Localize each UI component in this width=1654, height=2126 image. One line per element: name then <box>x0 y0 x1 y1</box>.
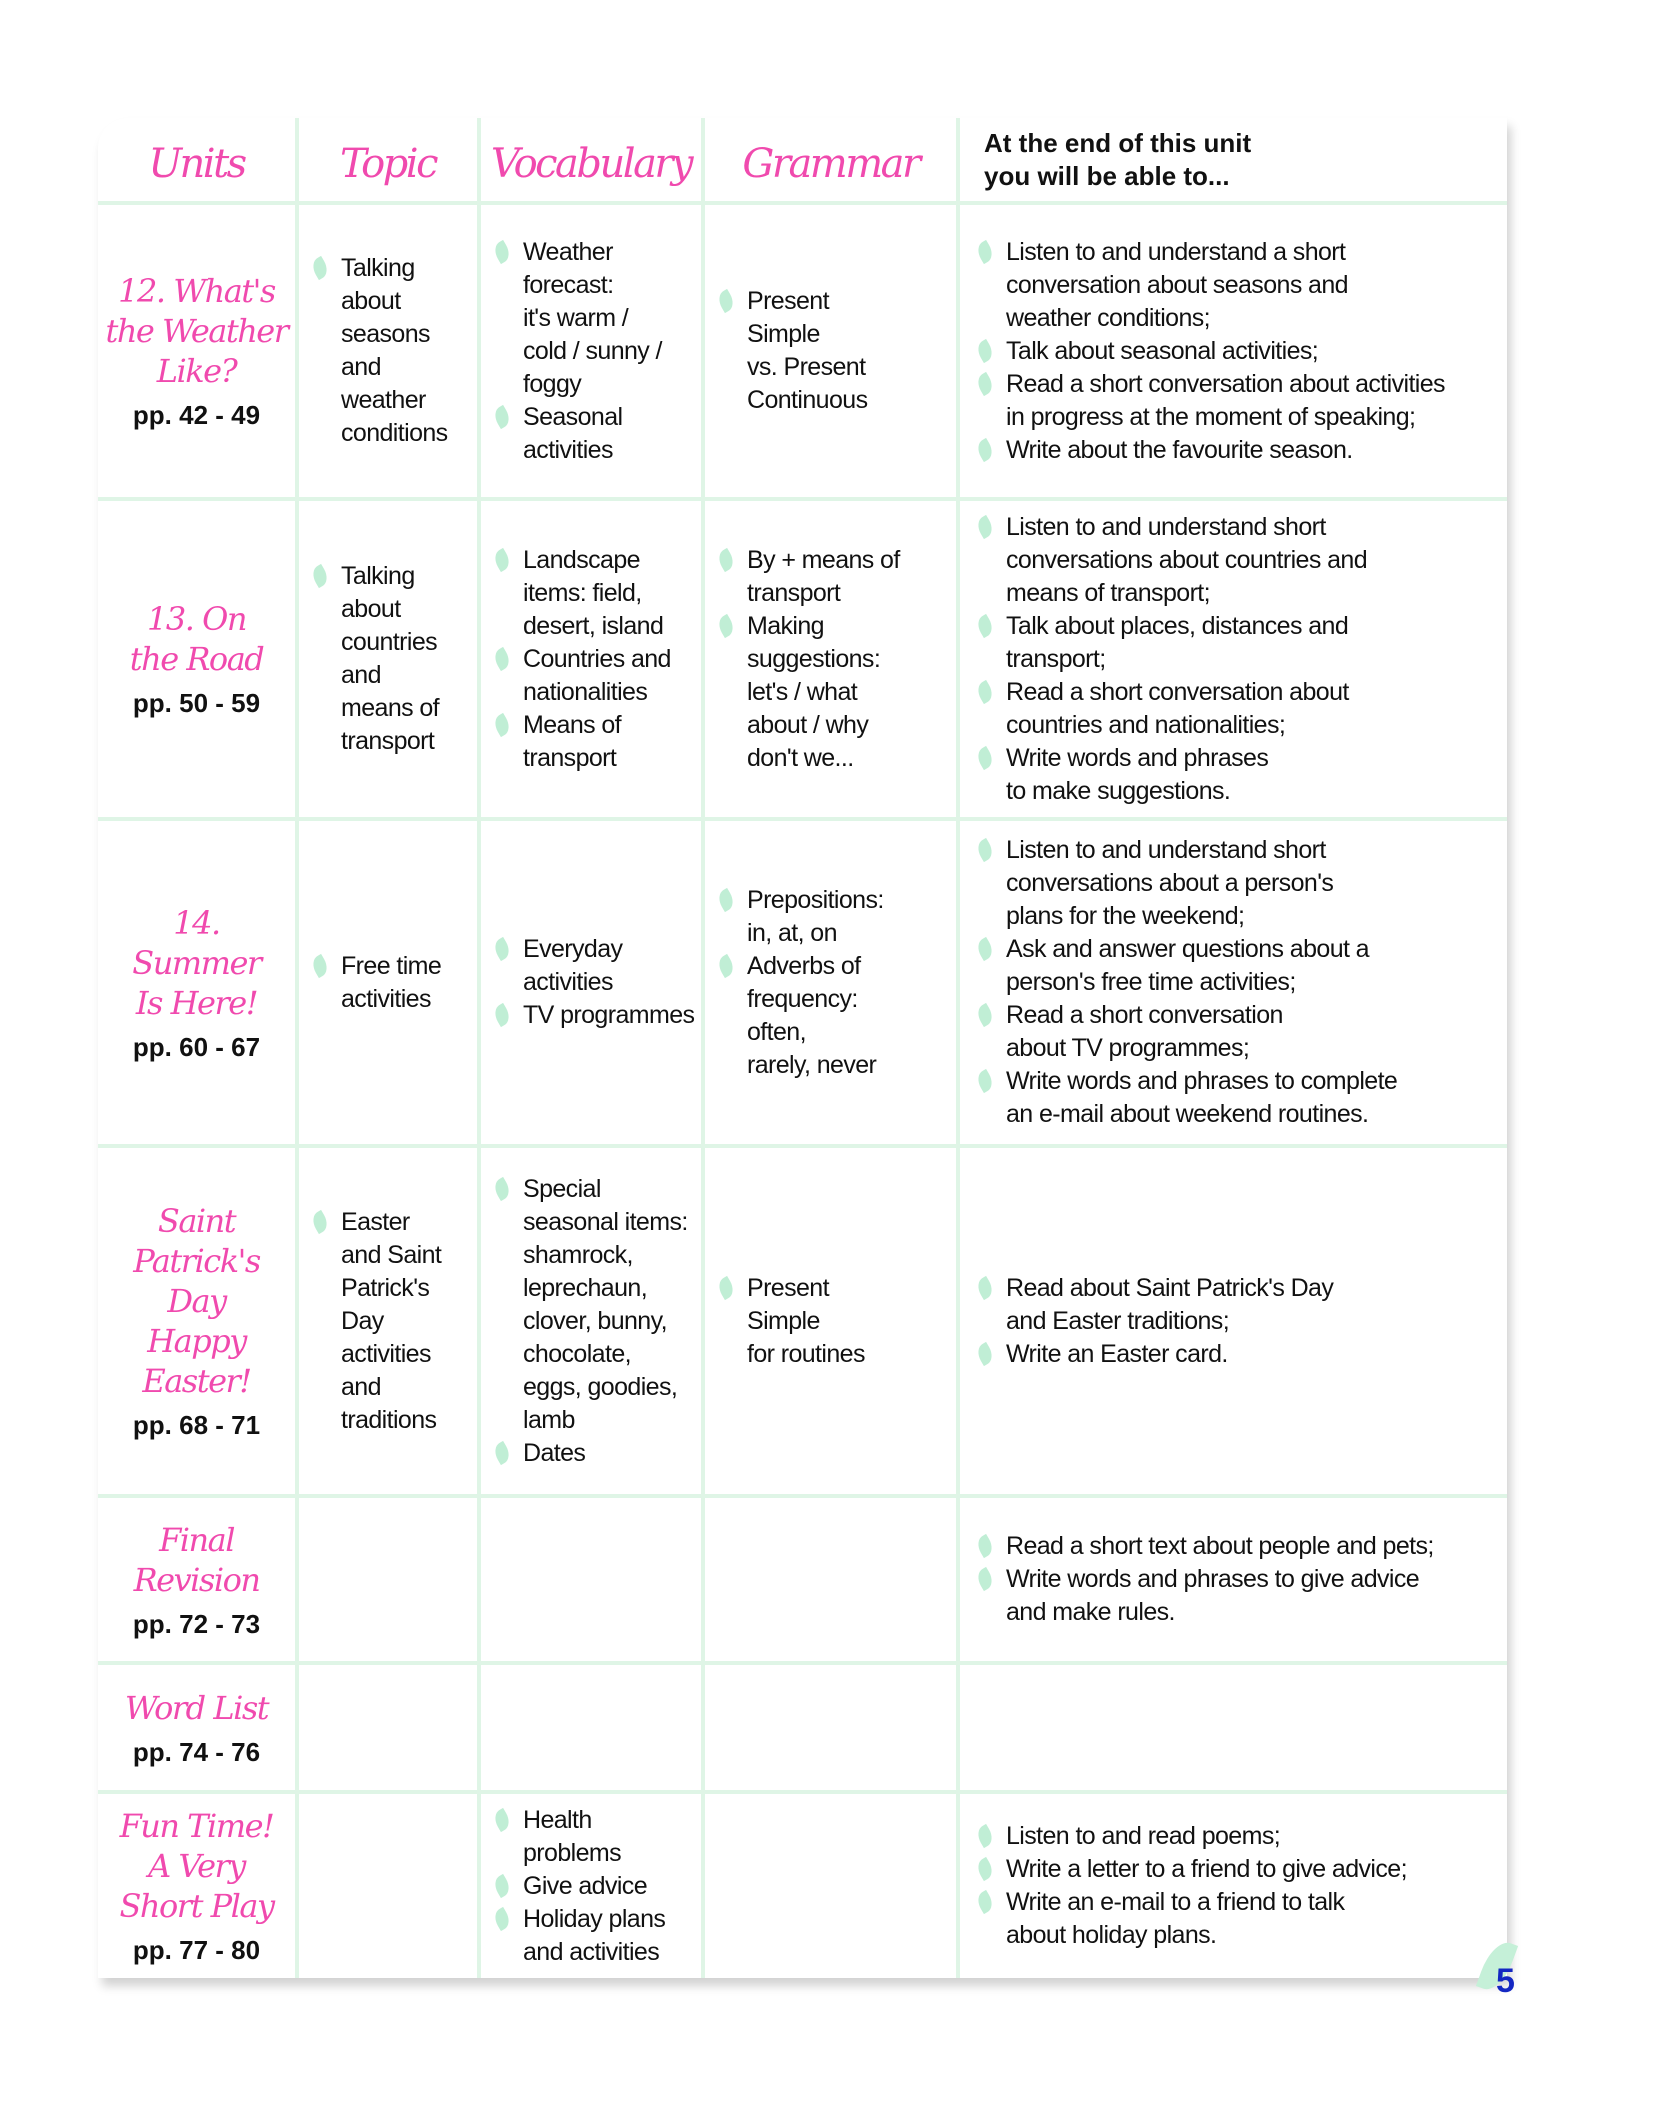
outcomes-item <box>974 610 1503 676</box>
outcomes-item-text: Ask and answer questions about a person's free time activities; <box>1006 935 1369 996</box>
leaf-bullet-icon <box>715 1275 737 1299</box>
leaf-bullet-icon <box>491 1003 513 1027</box>
vocabulary-item-text: Landscape items: field, desert, island <box>523 545 664 640</box>
vocabulary-item <box>491 1870 697 1903</box>
leaf-bullet-icon <box>974 1069 996 1093</box>
vocabulary-cell <box>481 821 705 1148</box>
leaf-bullet-icon <box>491 1906 513 1930</box>
unit-pages: pp. 72 - 73 <box>132 1608 261 1639</box>
leaf-bullet-icon <box>974 239 996 263</box>
leaf-bullet-icon <box>715 887 737 911</box>
leaf-bullet-icon <box>974 1341 996 1365</box>
outcomes-cell <box>960 1498 1507 1665</box>
outcomes-item-text: Write words and phrases to give advice and make rules. <box>1006 1565 1420 1626</box>
outcomes-item-text: Listen to and understand short conversations about countries and means of transport; <box>1006 512 1367 607</box>
leaf-bullet-icon <box>715 547 737 571</box>
unit-title: 14. Summer Is Here! <box>132 903 261 1022</box>
outcomes-cell <box>960 1794 1507 1978</box>
leaf-bullet-icon <box>309 1209 331 1233</box>
grammar-item-text: Prepositions: in, at, on <box>747 885 884 947</box>
outcomes-item-text: Write an Easter card. <box>1006 1339 1228 1368</box>
outcomes-item-text: Read a short text about people and pets; <box>1006 1532 1434 1560</box>
vocabulary-item-text: Weather forecast: it's warm / cold / sunny / foggy <box>523 237 662 398</box>
leaf-bullet-icon <box>491 1440 513 1464</box>
header-units: Units <box>98 118 299 205</box>
topic-item <box>309 560 473 758</box>
outcomes-item-text: Listen to and understand a short conversation about seasons and weather conditions; <box>1006 237 1348 332</box>
outcomes-item <box>974 1530 1503 1563</box>
grammar-item <box>715 950 952 1082</box>
topic-cell <box>299 1498 481 1665</box>
leaf-bullet-icon <box>491 1873 513 1897</box>
leaf-bullet-icon <box>974 1824 996 1848</box>
grammar-cell <box>705 1498 960 1665</box>
outcomes-item-text: Write about the favourite season. <box>1006 435 1353 464</box>
grammar-item-text: Making suggestions: let's / what about / why don't we... <box>747 611 881 772</box>
unit-cell <box>98 1148 299 1498</box>
unit-pages: pp. 77 - 80 <box>132 1935 261 1965</box>
leaf-bullet-icon <box>974 613 996 637</box>
unit-cell <box>98 1794 299 1978</box>
vocabulary-item-text: Means of transport <box>523 710 622 772</box>
grammar-item <box>715 1272 952 1371</box>
outcomes-cell <box>960 821 1507 1148</box>
leaf-bullet-icon <box>491 404 513 428</box>
topic-item-text: Easter and Saint Patrick's Day activities and traditions <box>341 1207 442 1434</box>
outcomes-item-text: Talk about seasonal activities; <box>1006 336 1319 365</box>
vocabulary-item-text: Special seasonal items: shamrock, leprechaun, clover, bunny, chocolate, eggs, goodies, lamb <box>523 1174 688 1434</box>
leaf-bullet-icon <box>974 838 996 862</box>
outcomes-item <box>974 1563 1503 1629</box>
vocabulary-cell <box>481 205 705 501</box>
vocabulary-item-text: Health problems <box>523 1805 622 1867</box>
unit-cell <box>98 1498 299 1665</box>
leaf-bullet-icon <box>491 547 513 571</box>
unit-pages: pp. 74 - 76 <box>132 1736 261 1767</box>
header-outcomes: At the end of this unit you will be able to... <box>984 127 1252 191</box>
topic-item-text: Free time activities <box>341 951 442 1013</box>
leaf-bullet-icon <box>974 1890 996 1914</box>
unit-cell <box>98 501 299 821</box>
grammar-cell <box>705 205 960 501</box>
outcomes-item <box>974 1065 1503 1131</box>
outcomes-item <box>974 434 1503 467</box>
unit-pages: pp. 68 - 71 <box>132 1410 261 1440</box>
vocabulary-item <box>491 1437 697 1470</box>
leaf-bullet-icon <box>491 712 513 736</box>
outcomes-item-text: Listen to and understand short conversations about a person's plans for the weekend; <box>1006 836 1334 930</box>
vocabulary-item <box>491 401 697 467</box>
unit-pages: pp. 42 - 49 <box>132 400 261 430</box>
leaf-bullet-icon <box>715 613 737 637</box>
unit-title: Final Revision <box>133 1520 260 1599</box>
leaf-bullet-icon <box>309 564 331 588</box>
unit-title: 12. What's the Weather Like? <box>105 272 288 390</box>
outcomes-item <box>974 1886 1503 1952</box>
vocabulary-cell <box>481 501 705 821</box>
outcomes-item <box>974 335 1503 368</box>
topic-item <box>309 1206 473 1437</box>
grammar-item <box>715 610 952 775</box>
vocabulary-item <box>491 236 697 401</box>
outcomes-item-text: Write words and phrases to complete an e-mail about weekend routines. <box>1006 1067 1398 1128</box>
outcomes-item <box>974 1820 1503 1853</box>
vocabulary-item <box>491 544 697 643</box>
outcomes-cell <box>960 205 1507 501</box>
grammar-item-text: Present Simple vs. Present Continuous <box>747 287 868 414</box>
leaf-bullet-icon <box>491 1176 513 1200</box>
unit-title: Word List <box>124 1688 269 1727</box>
vocabulary-item-text: Holiday plans and activities <box>523 1904 666 1966</box>
vocabulary-item <box>491 1173 697 1437</box>
vocabulary-item <box>491 709 697 775</box>
leaf-bullet-icon <box>974 745 996 769</box>
topic-cell <box>299 1794 481 1978</box>
leaf-bullet-icon <box>974 1567 996 1591</box>
grammar-item <box>715 884 952 950</box>
unit-title: 13. On the Road <box>129 600 264 678</box>
outcomes-item-text: Talk about places, distances and transport; <box>1006 611 1349 673</box>
grammar-item-text: Adverbs of frequency: often, rarely, never <box>747 951 877 1079</box>
outcomes-item-text: Listen to and read poems; <box>1006 1822 1281 1850</box>
page-number: 5 <box>1496 1962 1515 2000</box>
vocabulary-item-text: Dates <box>523 1438 586 1467</box>
grammar-cell <box>705 1794 960 1978</box>
topic-item-text: Talking about seasons and weather conditions <box>341 254 448 447</box>
outcomes-item <box>974 742 1503 808</box>
outcomes-item <box>974 834 1503 933</box>
unit-pages: pp. 50 - 59 <box>132 688 261 718</box>
vocabulary-cell <box>481 1148 705 1498</box>
topic-cell <box>299 1665 481 1794</box>
vocabulary-item <box>491 933 697 999</box>
leaf-bullet-icon <box>491 646 513 670</box>
topic-cell <box>299 205 481 501</box>
outcomes-item-text: Write an e-mail to a friend to talk about holiday plans. <box>1006 1888 1345 1949</box>
header-vocabulary: Vocabulary <box>481 118 705 205</box>
leaf-bullet-icon <box>309 256 331 280</box>
header-outcomes-cell <box>960 118 1507 205</box>
topic-item <box>309 252 473 450</box>
syllabus-table <box>98 118 1507 1978</box>
leaf-bullet-icon <box>715 289 737 313</box>
unit-pages: pp. 60 - 67 <box>132 1031 261 1062</box>
vocabulary-item-text: Give advice <box>523 1871 648 1900</box>
leaf-bullet-icon <box>974 937 996 961</box>
outcomes-item <box>974 933 1503 999</box>
outcomes-cell <box>960 1665 1507 1794</box>
outcomes-cell <box>960 1148 1507 1498</box>
leaf-bullet-icon <box>974 1534 996 1558</box>
grammar-item <box>715 285 952 417</box>
leaf-bullet-icon <box>974 679 996 703</box>
outcomes-item-text: Read a short conversation about countries and nationalities; <box>1006 677 1349 739</box>
leaf-bullet-icon <box>974 514 996 538</box>
header-topic: Topic <box>299 118 481 205</box>
unit-title: Fun Time! A Very Short Play <box>119 1807 274 1925</box>
leaf-bullet-icon <box>974 1275 996 1299</box>
grammar-cell <box>705 1148 960 1498</box>
vocabulary-cell <box>481 1498 705 1665</box>
leaf-bullet-icon <box>715 953 737 977</box>
outcomes-item <box>974 236 1503 335</box>
vocabulary-item <box>491 1804 697 1870</box>
leaf-bullet-icon <box>974 1003 996 1027</box>
grammar-cell <box>705 1665 960 1794</box>
vocabulary-item <box>491 1903 697 1969</box>
topic-cell <box>299 501 481 821</box>
unit-cell <box>98 205 299 501</box>
outcomes-cell <box>960 501 1507 821</box>
vocabulary-cell <box>481 1794 705 1978</box>
vocabulary-item-text: Seasonal activities <box>523 402 623 464</box>
grammar-cell <box>705 821 960 1148</box>
leaf-bullet-icon <box>309 953 331 977</box>
outcomes-item <box>974 1272 1503 1338</box>
vocabulary-item-text: Countries and nationalities <box>523 644 671 706</box>
outcomes-item <box>974 368 1503 434</box>
grammar-item-text: Present Simple for routines <box>747 1273 865 1368</box>
topic-item <box>309 950 473 1016</box>
topic-cell <box>299 1148 481 1498</box>
outcomes-item <box>974 1853 1503 1886</box>
vocabulary-item <box>491 643 697 709</box>
grammar-item <box>715 544 952 610</box>
vocabulary-cell <box>481 1665 705 1794</box>
topic-item-text: Talking about countries and means of transport <box>341 562 440 755</box>
outcomes-item <box>974 1338 1503 1371</box>
leaf-bullet-icon <box>974 437 996 461</box>
vocabulary-item <box>491 999 697 1032</box>
unit-cell <box>98 1665 299 1794</box>
vocabulary-item-text: Everyday activities <box>523 935 623 996</box>
vocabulary-item-text: TV programmes <box>523 1001 695 1029</box>
topic-cell <box>299 821 481 1148</box>
outcomes-item-text: Write a letter to a friend to give advice; <box>1006 1855 1407 1883</box>
outcomes-item-text: Write words and phrases to make suggestions. <box>1006 743 1269 805</box>
leaf-bullet-icon <box>491 937 513 961</box>
leaf-bullet-icon <box>974 338 996 362</box>
grammar-cell <box>705 501 960 821</box>
syllabus-table-card <box>98 118 1507 1978</box>
leaf-bullet-icon <box>974 1857 996 1881</box>
leaf-bullet-icon <box>491 239 513 263</box>
unit-title: Saint Patrick's Day Happy Easter! <box>133 1202 260 1400</box>
header-grammar: Grammar <box>705 118 960 205</box>
leaf-bullet-icon <box>974 371 996 395</box>
outcomes-item <box>974 999 1503 1065</box>
unit-cell <box>98 821 299 1148</box>
outcomes-item-text: Read a short conversation about TV programmes; <box>1006 1001 1283 1062</box>
outcomes-item-text: Read about Saint Patrick's Day and Easter traditions; <box>1006 1273 1334 1335</box>
outcomes-item-text: Read a short conversation about activities in progress at the moment of speaking; <box>1006 369 1445 431</box>
leaf-bullet-icon <box>491 1807 513 1831</box>
page-number-badge <box>1478 1940 1538 2010</box>
outcomes-item <box>974 511 1503 610</box>
outcomes-item <box>974 676 1503 742</box>
grammar-item-text: By + means of transport <box>747 545 900 607</box>
